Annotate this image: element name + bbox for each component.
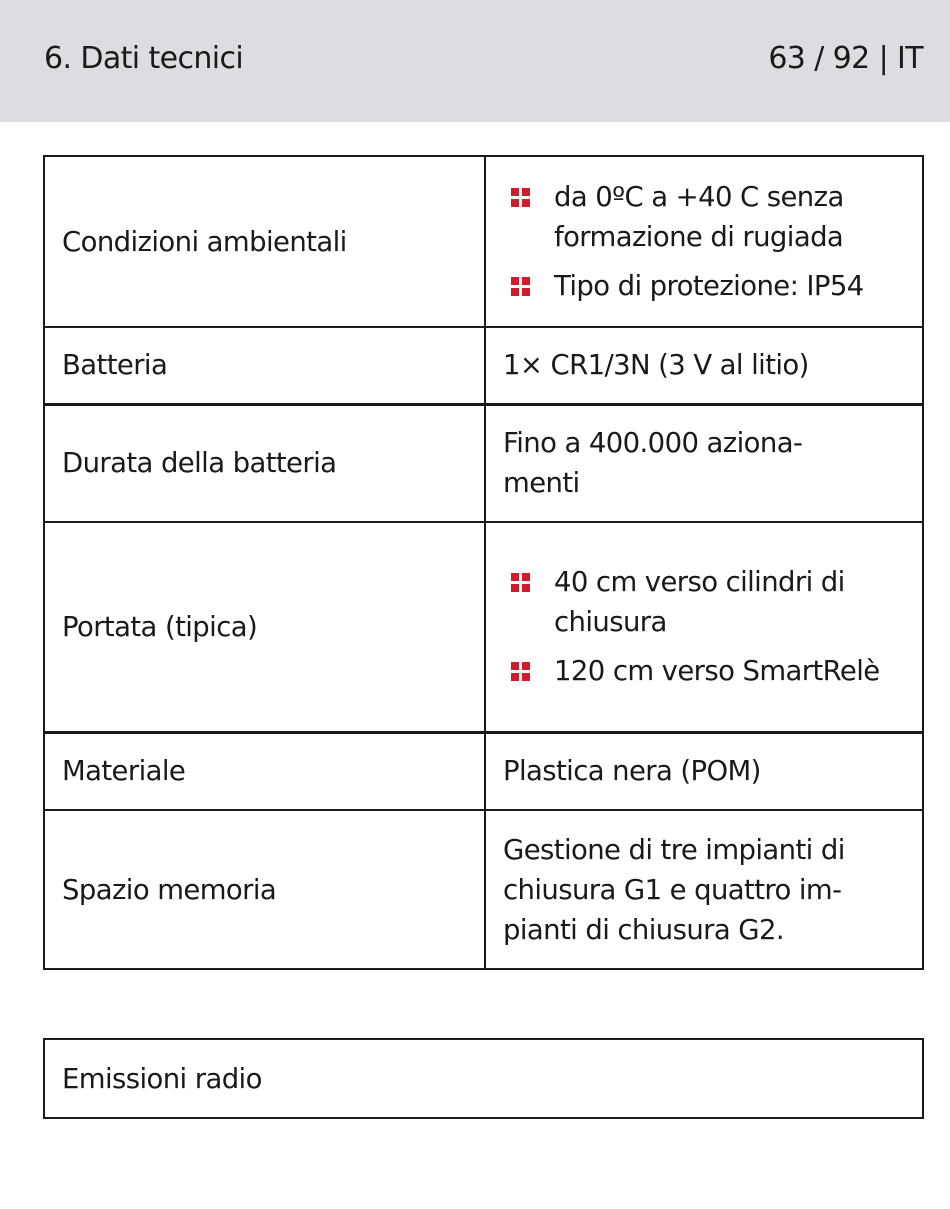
row-label: Portata (tipica) xyxy=(44,522,485,732)
row-label: Spazio memoria xyxy=(44,810,485,969)
page-header xyxy=(0,0,950,122)
list-item xyxy=(503,651,908,691)
table-row xyxy=(44,1039,923,1118)
list-item-text: da 0ºC a +40 C senza formazione di rugiada xyxy=(554,181,844,253)
value-line: pianti di chiusura G2. xyxy=(503,913,785,946)
table-row xyxy=(44,156,923,327)
value-line: chiusura G1 e quattro im- xyxy=(503,873,842,906)
table-row xyxy=(44,732,923,810)
four-square-bullet-icon xyxy=(511,573,531,593)
table-row xyxy=(44,522,923,732)
row-label: Batteria xyxy=(44,327,485,404)
row-value: 1× CR1/3N (3 V al litio) xyxy=(485,327,923,404)
list-item xyxy=(503,266,908,306)
row-value: Plastica nera (POM) xyxy=(485,732,923,810)
list-item xyxy=(503,177,908,257)
row-label: Condizioni ambientali xyxy=(44,156,485,327)
radio-emissions-table xyxy=(43,1038,924,1119)
value-line: menti xyxy=(503,467,580,500)
row-value xyxy=(485,522,923,732)
row-label: Emissioni radio xyxy=(44,1039,923,1118)
list-item-text: Tipo di protezione: IP54 xyxy=(554,270,864,302)
four-square-bullet-icon xyxy=(511,277,531,297)
list-item-text: 40 cm verso cilindri di chiusura xyxy=(554,566,845,639)
row-label: Materiale xyxy=(44,732,485,810)
table-row xyxy=(44,327,923,404)
list-item-text: 120 cm verso SmartRelè xyxy=(554,655,880,688)
table-row xyxy=(44,810,923,969)
row-value xyxy=(485,156,923,327)
row-value xyxy=(485,810,923,969)
four-square-bullet-icon xyxy=(511,188,531,208)
list-item xyxy=(503,562,908,642)
page-number: 63 / 92 | IT xyxy=(768,41,923,76)
value-line: Fino a 400.000 aziona- xyxy=(503,427,803,460)
value-line: Gestione di tre impianti di xyxy=(503,833,845,866)
row-value xyxy=(485,404,923,522)
technical-data-table xyxy=(43,155,924,970)
section-title: 6. Dati tecnici xyxy=(44,41,244,76)
four-square-bullet-icon xyxy=(511,662,531,682)
row-label: Durata della batteria xyxy=(44,404,485,522)
bullet-list xyxy=(503,177,908,306)
bullet-list xyxy=(503,562,908,691)
table-row xyxy=(44,404,923,522)
